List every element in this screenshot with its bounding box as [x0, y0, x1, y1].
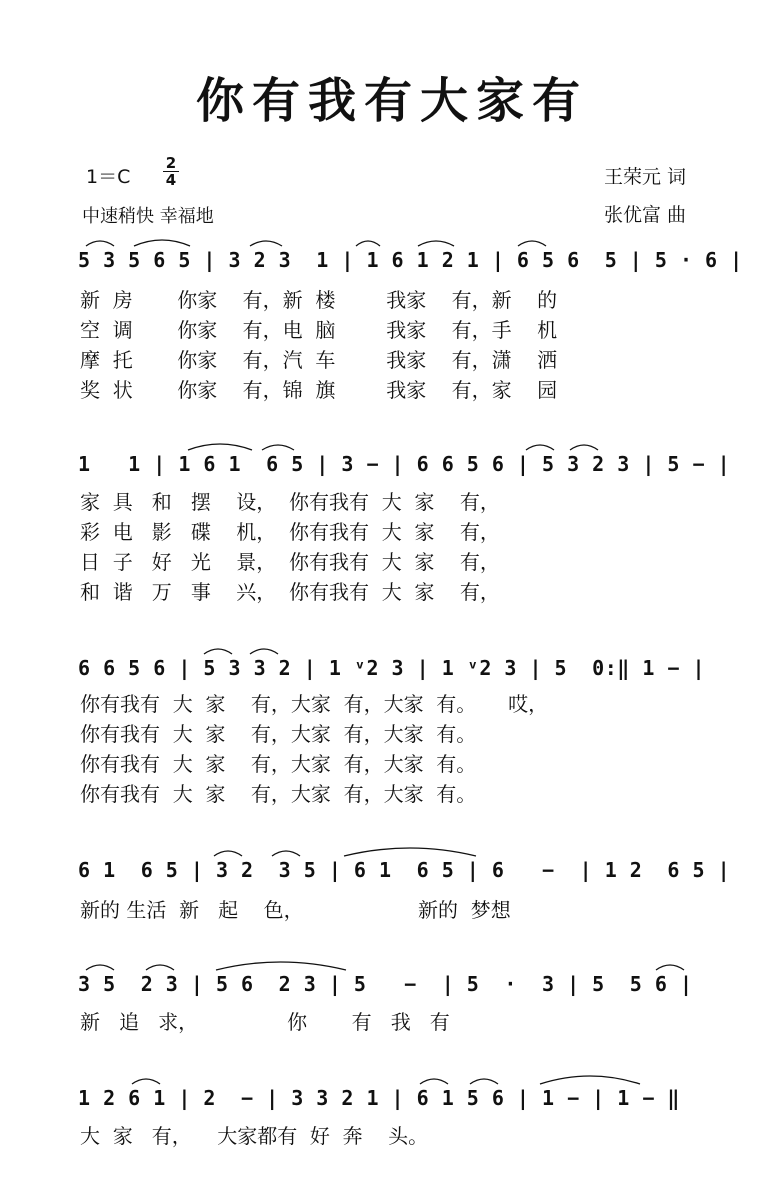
slur: [356, 241, 380, 246]
slur: [250, 241, 282, 246]
slur: [272, 851, 300, 856]
notation-line-4: 6 1 6 5 | 3 2 3 5 | 6 1 6 5 | 6 − | 1 2 6 5 |: [78, 858, 731, 882]
lyric-line-1-3: 摩 托 你家 有，汽 车 我家 有，潇 洒: [80, 348, 558, 372]
slur: [86, 241, 114, 246]
lyric-line-4-1: 新的 生活 新 起 色， 新的 梦想: [80, 898, 511, 922]
slur: [146, 965, 174, 970]
slur: [570, 445, 598, 450]
lyric-line-2-2: 彩 电 影 碟 机， 你有我有 大 家 有，: [80, 520, 500, 544]
notation-line-2: 1 1 | 1 6 1 6 5 | 3 − | 6 6 5 6 | 5 3 2 3 | 5 − |: [78, 452, 731, 476]
slur: [518, 241, 546, 246]
lyric-line-5-1: 新 追 求， 你 有 我 有: [80, 1010, 450, 1034]
slur: [134, 240, 190, 246]
slur: [418, 241, 454, 246]
lyric-line-2-3: 日 子 好 光 景， 你有我有 大 家 有，: [80, 550, 500, 574]
composer-credit: 张优富 曲: [604, 204, 687, 226]
lyric-line-3-4: 你有我有 大 家 有，大家 有，大家 有。: [80, 782, 477, 806]
slur: [132, 1079, 160, 1084]
tempo-marking: 中速稍快 幸福地: [82, 206, 214, 227]
slur: [216, 962, 346, 970]
slur: [526, 445, 554, 450]
lyric-line-3-1: 你有我有 大 家 有，大家 有，大家 有。 哎，: [80, 692, 549, 716]
slur: [262, 445, 294, 450]
song-title: 你有我有大家有: [195, 73, 588, 129]
slur: [540, 1076, 640, 1084]
lyric-line-1-4: 奖 状 你家 有，锦 旗 我家 有，家 园: [80, 378, 558, 402]
time-signature-bottom: 4: [165, 171, 177, 189]
key-signature: 1＝C: [86, 166, 131, 188]
notation-line-6: 1 2 6 1 | 2 − | 3 3 2 1 | 6 1 5 6 | 1 − | 1 − ‖: [78, 1086, 680, 1110]
slur: [470, 1079, 498, 1084]
slur: [250, 649, 278, 654]
lyric-line-2-1: 家 具 和 摆 设， 你有我有 大 家 有，: [80, 490, 500, 514]
notation-line-3: 6 6 5 6 | 5 3 3 2 | 1 ᵛ2 3 | 1 ᵛ2 3 | 5 0:‖ 1 − |: [78, 656, 706, 680]
lyric-line-3-2: 你有我有 大 家 有，大家 有，大家 有。: [80, 722, 477, 746]
lyric-line-2-4: 和 谐 万 事 兴， 你有我有 大 家 有，: [80, 580, 500, 604]
slur: [344, 848, 476, 856]
lyric-line-3-3: 你有我有 大 家 有，大家 有，大家 有。: [80, 752, 477, 776]
slur: [656, 965, 684, 970]
slur: [420, 1079, 448, 1084]
lyric-line-6-1: 大 家 有， 大家都有 好 奔 头。: [80, 1124, 429, 1148]
slur: [86, 965, 114, 970]
slur: [204, 649, 232, 654]
slur: [188, 444, 252, 450]
time-signature-top: 2: [165, 154, 177, 172]
lyricist-credit: 王荣元 词: [604, 166, 687, 188]
lyric-line-1-1: 新 房 你家 有，新 楼 我家 有，新 的: [80, 288, 558, 312]
slur: [214, 851, 242, 856]
lyric-line-1-2: 空 调 你家 有，电 脑 我家 有，手 机: [80, 318, 558, 342]
notation-line-5: 3 5 2 3 | 5 6 2 3 | 5 − | 5 · 3 | 5 5 6 |: [78, 972, 693, 996]
notation-line-1: 5 3 5 6 5 | 3 2 3 1 | 1 6 1 2 1 | 6 5 6 5 | 5 · 6 |: [78, 248, 743, 272]
